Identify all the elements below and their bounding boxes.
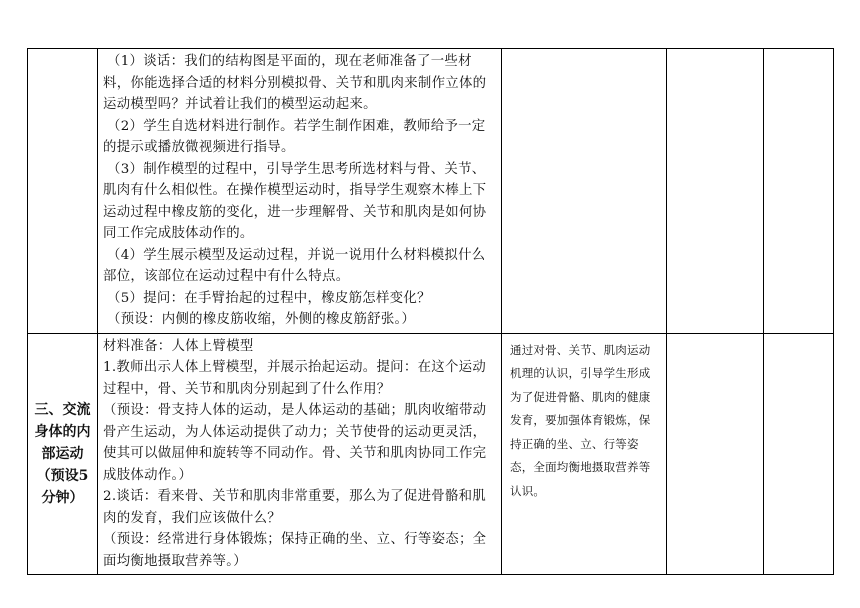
activity-cell xyxy=(98,49,502,334)
empty-cell xyxy=(667,333,764,575)
activity-paragraph: （预设：骨支持人体的运动，是人体运动的基础；肌肉收缩带动骨产生运动，为人体运动提供了动力；关节使骨的运动更灵活，使其可以做屈伸和旋转等不同动作。骨、关节和肌肉协同工作完成肢体动作。） xyxy=(103,403,487,483)
activity-paragraph: （5）提问：在手臂抬起的过程中，橡皮筋怎样变化？ xyxy=(107,290,431,306)
stage-title-line: 身体的内 xyxy=(34,423,91,440)
activity-paragraph: （预设：内侧的橡皮筋收缩，外侧的橡皮筋舒张。） xyxy=(107,312,416,327)
intent-cell xyxy=(502,49,667,334)
activity-paragraph: （1）谈话：我们的结构图是平面的，现在老师准备了一些材料，你能选择合适的材料分别模拟骨、关节和肌肉来制作立体的运动模型吗？并试着让我们的模型运动起来。 xyxy=(103,54,487,112)
lesson-plan-table xyxy=(27,48,834,575)
activity-paragraph: 2.谈话：看来骨、关节和肌肉非常重要，那么为了促进骨骼和肌肉的发育，我们应该做什么？ xyxy=(103,489,487,526)
activity-paragraph: 1.教师出示人体上臂模型，并展示抬起运动。提问：在这个运动过程中，骨、关节和肌肉分别起到了什么作用？ xyxy=(103,360,487,397)
activity-paragraph: 材料准备：人体上臂模型 xyxy=(103,338,254,354)
empty-cell xyxy=(667,49,764,334)
empty-cell xyxy=(764,49,834,334)
activity-paragraph: （4）学生展示模型及运动过程，并说一说用什么材料模拟什么部位，该部位在运动过程中有什么特点。 xyxy=(103,247,486,284)
stage-title-line: 分钟） xyxy=(41,489,84,506)
stage-cell xyxy=(28,333,98,575)
stage-title-line: 三、交流 xyxy=(34,401,91,418)
activity-paragraph: （2）学生自选材料进行制作。若学生制作困难，教师给予一定的提示或播放微视频进行指导。 xyxy=(103,118,486,155)
stage-cell xyxy=(28,49,98,334)
intent-cell: 通过对骨、关节、肌肉运动机理的认识，引导学生形成为了促进骨骼、肌肉的健康发育，要加强体育锻炼，保持正确的坐、立、行等姿态，全面均衡地摄取营养等认识。 xyxy=(502,333,667,575)
activity-cell xyxy=(98,333,502,575)
activity-paragraph: （预设：经常进行身体锻炼；保持正确的坐、立、行等姿态；全面均衡地摄取营养等。） xyxy=(103,532,487,569)
stage-title-line: （预设5 xyxy=(36,467,89,484)
table-row xyxy=(28,333,834,575)
activity-paragraph: （3）制作模型的过程中，引导学生思考所选材料与骨、关节、肌肉有什么相似性。在操作模型运动时，指导学生观察木棒上下运动过程中橡皮筋的变化，进一步理解骨、关节和肌肉是如何协同工作完成肢体动作的。 xyxy=(103,161,487,241)
table-row xyxy=(28,49,834,334)
empty-cell xyxy=(764,333,834,575)
stage-title-line: 部运动 xyxy=(41,445,84,462)
